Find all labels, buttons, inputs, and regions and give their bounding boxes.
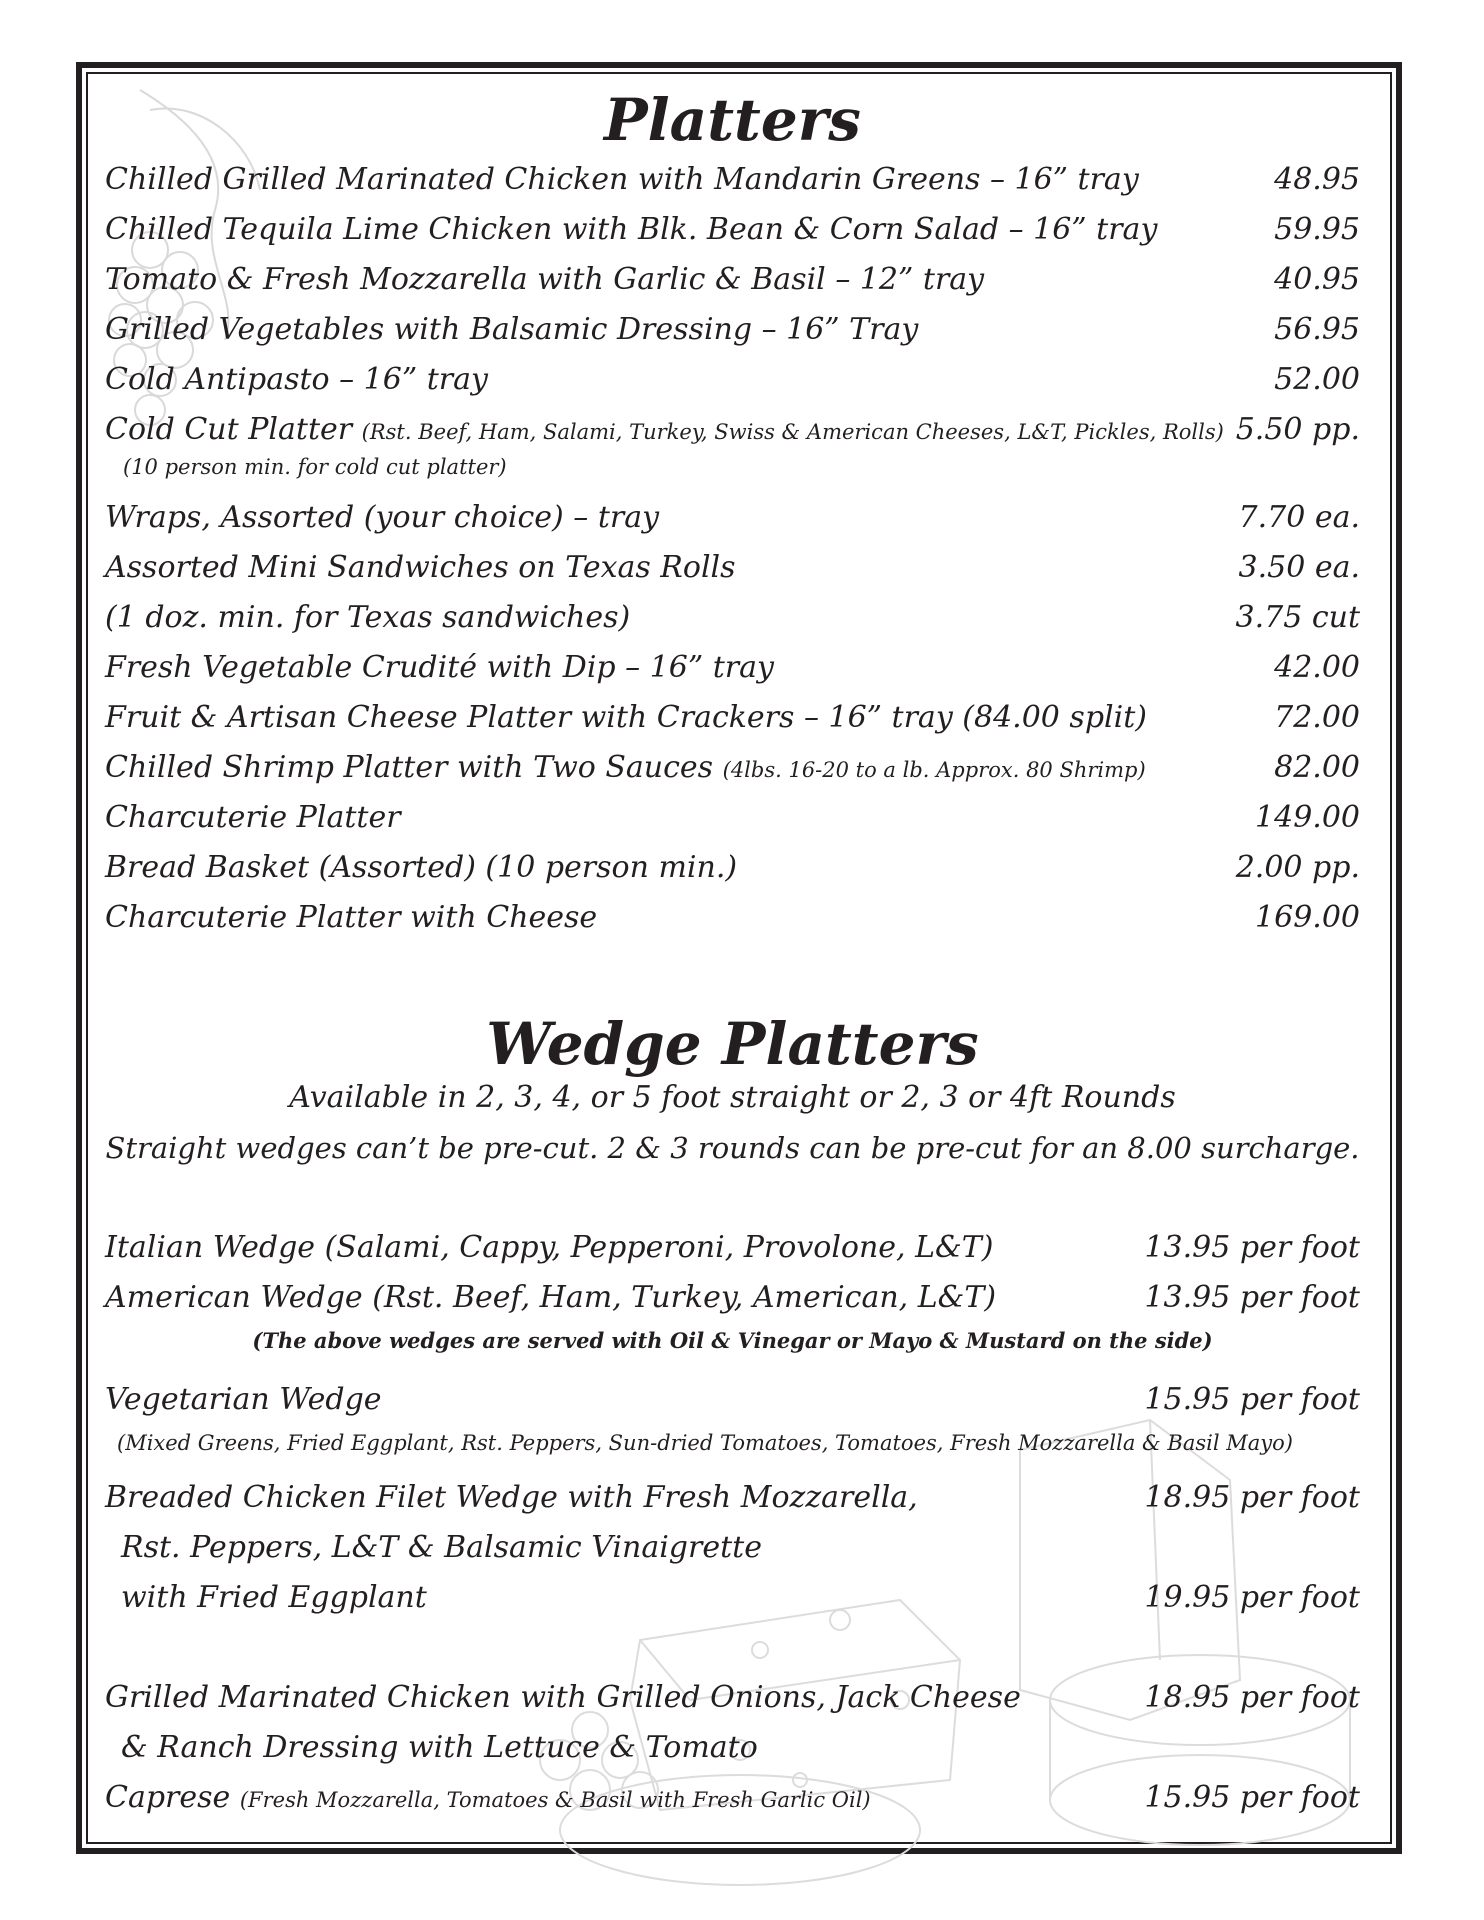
cold-cut-note: (10 person min. for cold cut platter) (123, 455, 507, 479)
item-name: (1 doz. min. for Texas sandwiches) (105, 600, 631, 635)
item-name: Tomato & Fresh Mozzarella with Garlic & Basil – 12” tray (105, 262, 985, 297)
item-price: 18.95 per foot (1144, 1480, 1360, 1515)
item-name: Bread Basket (Assorted) (10 person min.) (105, 850, 738, 885)
item-name: Chilled Tequila Lime Chicken with Blk. Bean & Corn Salad – 16” tray (105, 212, 1158, 247)
menu-item (105, 258, 1360, 302)
item-price: 15.95 per foot (1144, 1780, 1360, 1815)
menu-item (105, 1476, 1360, 1520)
item-name: Fruit & Artisan Cheese Platter with Crackers – 16” tray (84.00 split) (105, 700, 1147, 735)
item-price: 56.95 (1274, 312, 1360, 347)
item-name-with-detail (105, 408, 1224, 454)
item-name: Chilled Grilled Marinated Chicken with Mandarin Greens – 16” tray (105, 162, 1139, 197)
item-price: 2.00 pp. (1235, 850, 1360, 885)
item-price: 5.50 pp. (1235, 412, 1360, 447)
menu-item (105, 1576, 1360, 1620)
item-price: 3.75 cut (1235, 600, 1360, 635)
item-name: American Wedge (Rst. Beef, Ham, Turkey, American, L&T) (105, 1280, 997, 1315)
wedge-platters-heading: Wedge Platters (486, 1010, 979, 1078)
menu-item (105, 496, 1360, 540)
item-price: 7.70 ea. (1238, 500, 1360, 535)
menu-item (105, 796, 1360, 840)
item-name: Cold Antipasto – 16” tray (105, 362, 488, 397)
menu-item (105, 696, 1360, 740)
item-price: 13.95 per foot (1144, 1230, 1360, 1265)
item-name: Vegetarian Wedge (105, 1382, 382, 1417)
item-name: Charcuterie Platter (105, 800, 401, 835)
item-name: Cold Cut Platter (105, 412, 353, 447)
item-name: Chilled Shrimp Platter with Two Sauces (105, 750, 714, 785)
menu-item (105, 646, 1360, 690)
item-name-continued: & Ranch Dressing with Lettuce & Tomato (121, 1730, 758, 1765)
item-price: 48.95 (1274, 162, 1360, 197)
menu-item (105, 896, 1360, 940)
menu-item (105, 158, 1360, 202)
item-price: 169.00 (1255, 900, 1360, 935)
menu-item (105, 308, 1360, 352)
item-name: Assorted Mini Sandwiches on Texas Rolls (105, 550, 736, 585)
item-price: 149.00 (1255, 800, 1360, 835)
menu-item-continuation (105, 1526, 1360, 1570)
menu-item (105, 1378, 1360, 1422)
item-price: 3.50 ea. (1238, 550, 1360, 585)
item-price: 15.95 per foot (1144, 1382, 1360, 1417)
menu-item (105, 208, 1360, 252)
item-price: 13.95 per foot (1144, 1280, 1360, 1315)
item-name-with-detail (105, 746, 1146, 792)
menu-item (105, 746, 1360, 790)
item-name: Grilled Marinated Chicken with Grilled Onions, Jack Cheese (105, 1680, 1021, 1715)
item-name-continued: with Fried Eggplant (121, 1580, 427, 1615)
item-name: Charcuterie Platter with Cheese (105, 900, 598, 935)
item-price: 82.00 (1274, 750, 1360, 785)
item-name: Fresh Vegetable Crudité with Dip – 16” tray (105, 650, 774, 685)
wedge-precut-note: Straight wedges can’t be pre-cut. 2 & 3 rounds can be pre-cut for an 8.00 surcharge. (105, 1131, 1360, 1165)
item-price: 19.95 per foot (1144, 1580, 1360, 1615)
item-price: 18.95 per foot (1144, 1680, 1360, 1715)
item-name-continued: Rst. Peppers, L&T & Balsamic Vinaigrette (121, 1530, 762, 1565)
menu-item (105, 1776, 1360, 1820)
wedge-served-note: (The above wedges are served with Oil & Vinegar or Mayo & Mustard on the side) (252, 1328, 1213, 1353)
item-detail: (Fresh Mozzarella, Tomatoes & Basil with Fresh Garlic Oil) (239, 1788, 871, 1812)
menu-item (105, 546, 1360, 590)
item-price: 40.95 (1274, 262, 1360, 297)
item-price: 42.00 (1274, 650, 1360, 685)
vegetarian-note: (Mixed Greens, Fried Eggplant, Rst. Peppers, Sun-dried Tomatoes, Tomatoes, Fresh Mozzarella & Basil Mayo) (117, 1431, 1293, 1455)
menu-item (105, 1276, 1360, 1320)
item-name: Italian Wedge (Salami, Cappy, Pepperoni, Provolone, L&T) (105, 1230, 994, 1265)
menu-item (105, 596, 1360, 640)
menu-item (105, 1226, 1360, 1270)
wedge-availability: Available in 2, 3, 4, or 5 foot straight or 2, 3 or 4ft Rounds (289, 1080, 1176, 1115)
item-name: Breaded Chicken Filet Wedge with Fresh Mozzarella, (105, 1480, 918, 1515)
item-price: 52.00 (1274, 362, 1360, 397)
menu-item (105, 408, 1360, 452)
platters-heading: Platters (604, 86, 861, 154)
item-price: 72.00 (1274, 700, 1360, 735)
menu-item (105, 1676, 1360, 1720)
item-name: Grilled Vegetables with Balsamic Dressing – 16” Tray (105, 312, 919, 347)
item-price: 59.95 (1274, 212, 1360, 247)
menu-item (105, 358, 1360, 402)
item-detail: (Rst. Beef, Ham, Salami, Turkey, Swiss & American Cheeses, L&T, Pickles, Rolls) (361, 420, 1224, 444)
item-name-with-detail (105, 1776, 871, 1822)
menu-item-continuation (105, 1726, 1360, 1770)
item-name: Wraps, Assorted (your choice) – tray (105, 500, 660, 535)
menu-item (105, 846, 1360, 890)
item-detail: (4lbs. 16-20 to a lb. Approx. 80 Shrimp) (722, 758, 1146, 782)
item-name: Caprese (105, 1780, 231, 1815)
